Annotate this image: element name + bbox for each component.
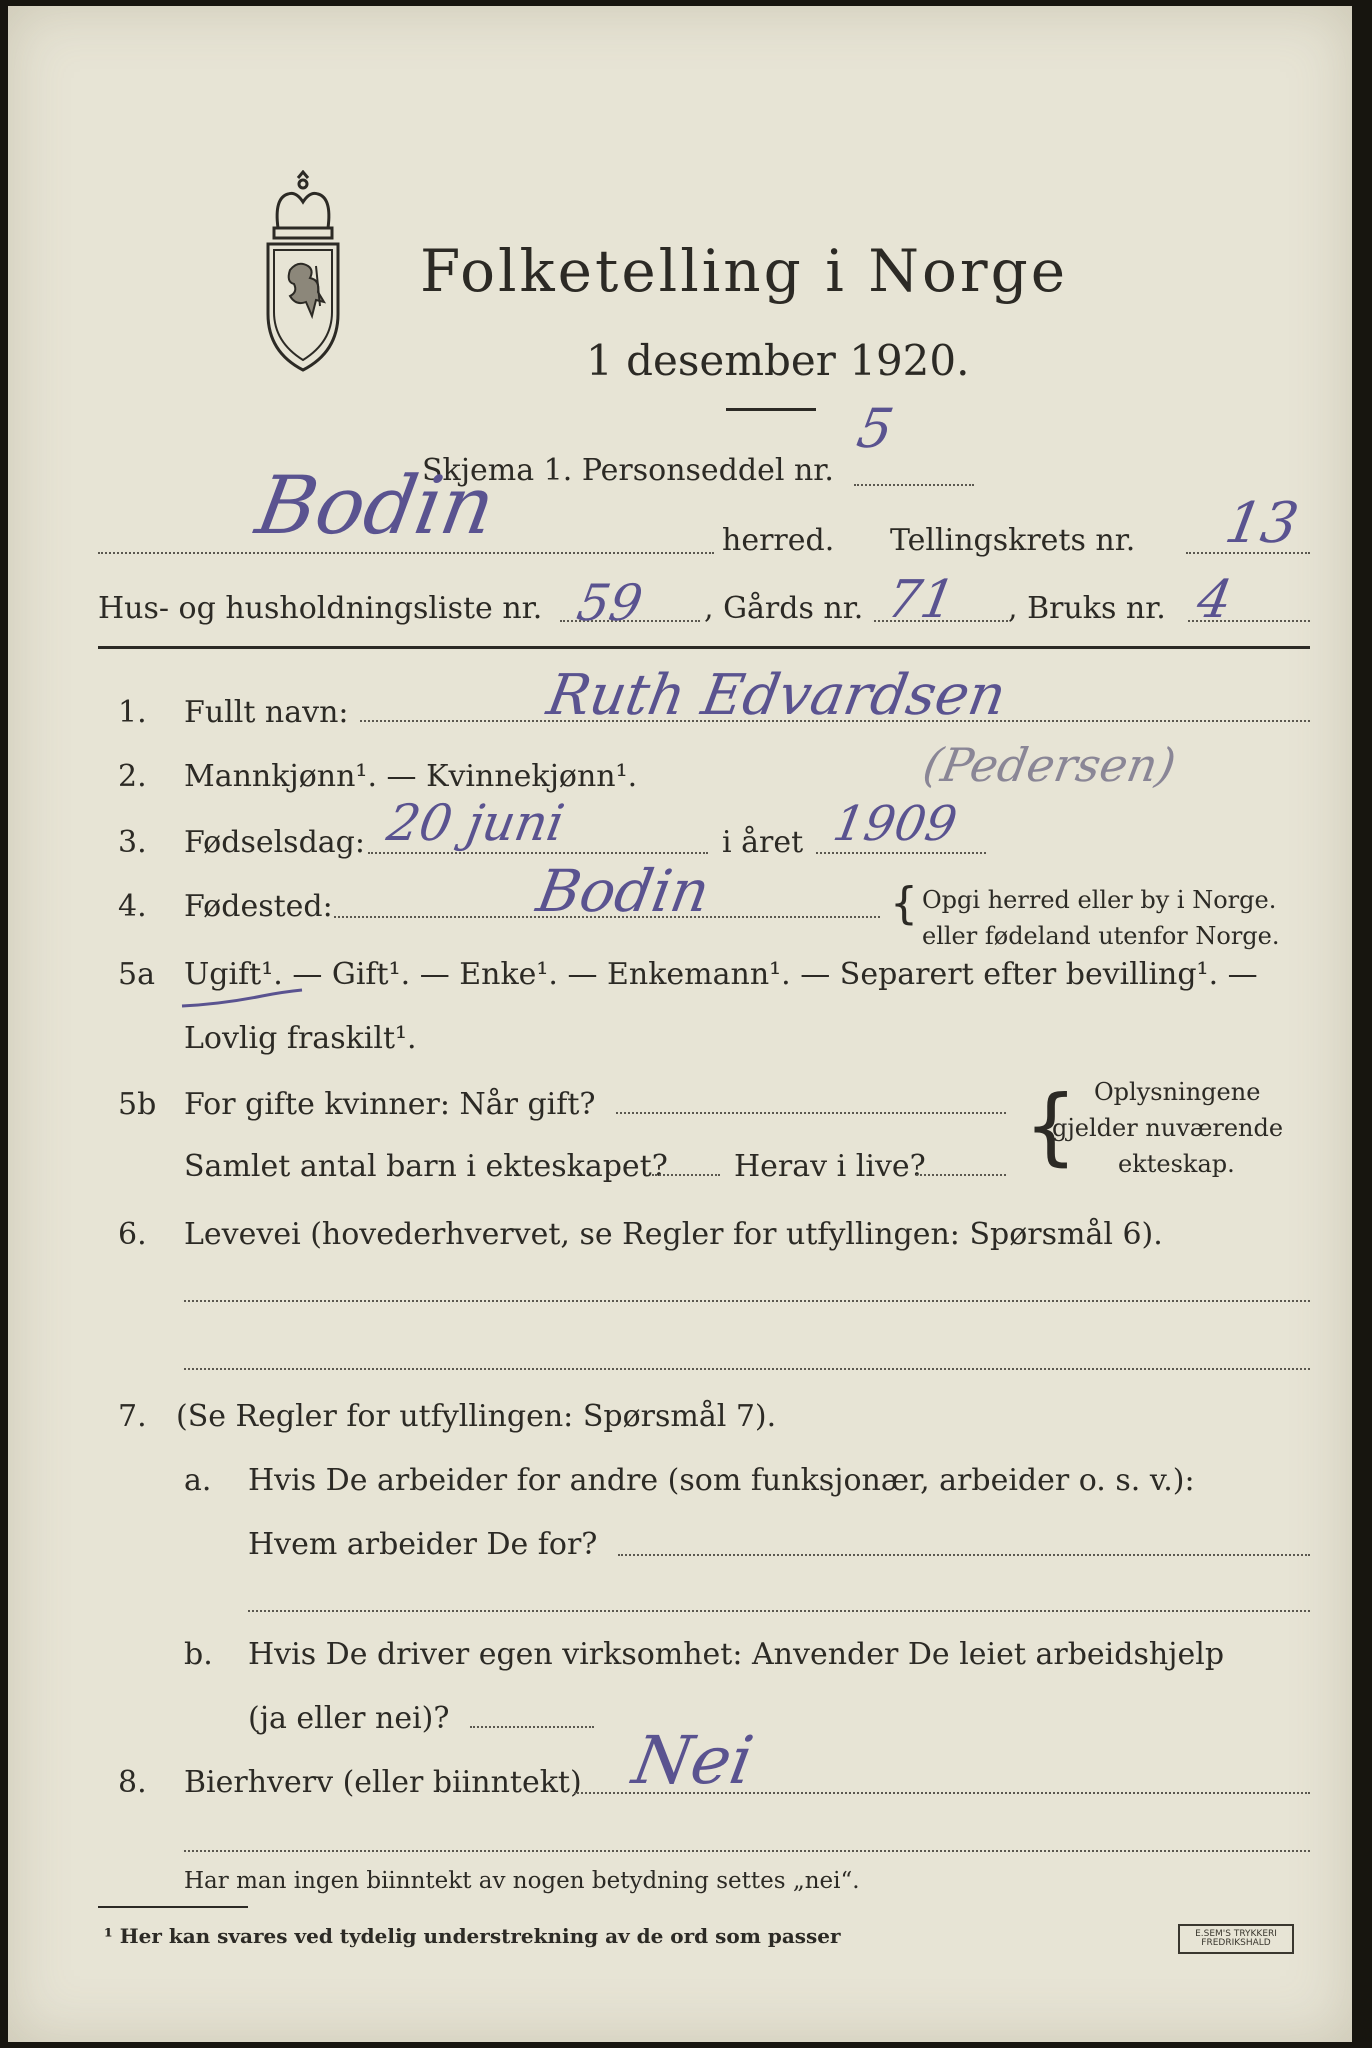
q7b-letter: b.: [184, 1637, 213, 1672]
q1-value: Ruth Edvardsen: [542, 663, 1011, 728]
herred-label: herred.: [722, 523, 835, 558]
bruks-label: , Bruks nr.: [1008, 591, 1166, 626]
bruks-value: 4: [1192, 570, 1237, 630]
q6-number: 6.: [118, 1217, 147, 1252]
q8-value: Nei: [627, 1722, 759, 1799]
q3-line: [368, 852, 708, 854]
q8-label: Bierhverv (eller biinntekt): [184, 1765, 582, 1800]
form-date: 1 desember 1920.: [586, 336, 970, 385]
header-divider: [726, 408, 816, 411]
tellingskrets-label: Tellingskrets nr.: [890, 523, 1136, 558]
gards-label: , Gårds nr.: [704, 591, 864, 626]
q5b-line-1: For gifte kvinner: Når gift?: [184, 1087, 596, 1122]
footnote-divider: [98, 1906, 248, 1908]
q4-label: Fødested:: [184, 889, 333, 924]
q4-note-1: Opgi herred eller by i Norge.: [922, 886, 1277, 914]
q5b-alive-label: Herav i live?: [734, 1149, 926, 1184]
q4-brace: {: [890, 878, 918, 929]
q5b-children-label: Samlet antal barn i ekteskapet?: [184, 1149, 668, 1184]
q8-extra-line: [184, 1850, 1310, 1852]
q3-year-value: 1909: [829, 796, 962, 852]
skjema-line: [854, 484, 974, 486]
q5b-note-3: ekteskap.: [1118, 1150, 1235, 1178]
q5a-number: 5a: [118, 957, 155, 992]
gards-value: 71: [882, 570, 960, 630]
q5b-note-1: Oplysningene: [1094, 1078, 1261, 1106]
q5b-brace: {: [1024, 1077, 1078, 1175]
q5b-number: 5b: [118, 1087, 157, 1122]
q7b-line-2: (ja eller nei)?: [248, 1701, 450, 1736]
hus-label: Hus- og husholdningsliste nr.: [98, 591, 543, 626]
q2-label: Mannkjønn¹. — Kvinnekjønn¹.: [184, 759, 638, 794]
q1-label: Fullt navn:: [184, 695, 349, 730]
q3-year-line: [816, 852, 986, 854]
printer-stamp: E.SEM'S TRYKKERI FREDRIKSHALD: [1178, 1924, 1294, 1954]
q3-label: Fødselsdag:: [184, 825, 365, 860]
footnote: ¹ Her kan svares ved tydelig understrekning av de ord som passer: [104, 1924, 841, 1948]
hus-value: 59: [572, 574, 647, 632]
q5b-note-2: gjelder nuværende: [1052, 1114, 1284, 1142]
q7b-answer-line: [470, 1726, 594, 1728]
q4-value: Bodin: [532, 857, 715, 925]
q5b-married-line: [616, 1112, 1006, 1114]
q8-number: 8.: [118, 1765, 147, 1800]
q7b-line-1: Hvis De driver egen virksomhet: Anvender De leiet arbeidshjelp: [248, 1637, 1225, 1672]
q6-label: Levevei (hovederhvervet, se Regler for utfyllingen: Spørsmål 6).: [184, 1217, 1163, 1252]
q3-number: 3.: [118, 825, 147, 860]
q5a-line-2: Lovlig fraskilt¹.: [184, 1021, 417, 1056]
q7-number: 7.: [118, 1399, 147, 1434]
coat-of-arms-icon: [254, 170, 352, 378]
q7a-employer-line: [618, 1554, 1310, 1556]
tellingskrets-value: 13: [1220, 491, 1304, 556]
q4-note-2: eller fødeland utenfor Norge.: [922, 922, 1280, 950]
section-divider: [98, 646, 1310, 649]
q4-number: 4.: [118, 889, 147, 924]
q6-line-1: [184, 1300, 1310, 1302]
ugift-underline-mark: [178, 986, 308, 1016]
q7a-line-1: Hvis De arbeider for andre (som funksjonær, arbeider o. s. v.):: [248, 1463, 1195, 1498]
q7a-extra-line: [248, 1610, 1310, 1612]
q5b-alive-line: [916, 1174, 1006, 1176]
skjema-label: Skjema 1. Personseddel nr.: [422, 453, 834, 488]
q1-number: 1.: [118, 695, 147, 730]
q6-line-2: [184, 1368, 1310, 1370]
herred-line: [98, 552, 714, 554]
biinntekt-note: Har man ingen biinntekt av nogen betydning settes „nei“.: [184, 1868, 860, 1894]
q1-extra: (Pedersen): [919, 738, 1180, 792]
form-title: Folketelling i Norge: [420, 237, 1069, 305]
census-form: [8, 6, 1352, 2042]
herred-value: Bodin: [249, 459, 502, 552]
q7a-line-2: Hvem arbeider De for?: [248, 1527, 598, 1562]
q7-label: (Se Regler for utfyllingen: Spørsmål 7).: [176, 1399, 777, 1434]
q5b-children-line: [652, 1174, 720, 1176]
q2-number: 2.: [118, 759, 147, 794]
q3-year-label: i året: [722, 825, 804, 860]
q5a-line-1: Ugift¹. — Gift¹. — Enke¹. — Enkemann¹. — Separert efter bevilling¹. —: [184, 957, 1258, 992]
q3-value: 20 juni: [382, 794, 569, 852]
q7a-letter: a.: [184, 1463, 212, 1498]
skjema-value: 5: [852, 397, 899, 460]
